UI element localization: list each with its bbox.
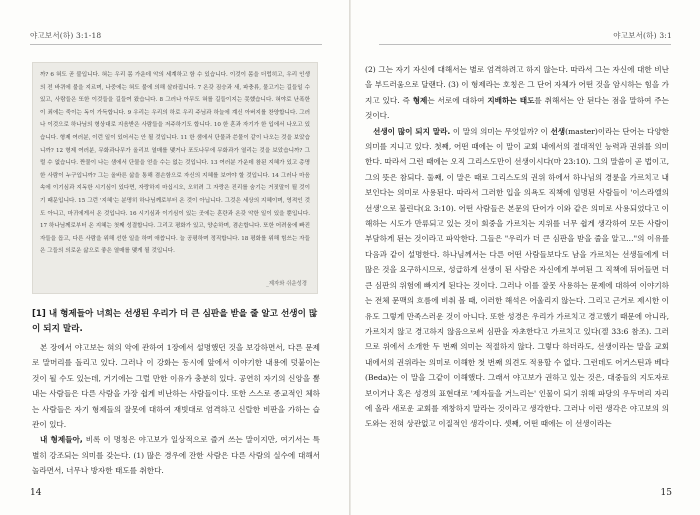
left-paragraph-2 xyxy=(32,432,320,478)
verse-section-heading: [1] 내 형제들아 너희는 선생된 우리가 더 큰 심판을 받을 줄 알고 선생이 많이 되지 말라. xyxy=(32,309,318,334)
left-paragraph-1: 본 장에서 야고보는 혀의 악에 관하여 1장에서 설명했던 것을 보강하면서, 다른 문제로 말머리를 돌리고 있다. 그러나 이 강화는 동시에 앞에서 이야기한 내용에 덧붙이는 것이 될 수도 있는데, 거기에는 그럴 만한 이유가 충분히 있다. 공연히 자기의 신앙을 뽐내는 사람들은 다른 사람을 가장 쉽게 비난하는 사람들이다. 또한 스스로 종교적인 체하는 사람들은 자기 형제들의 잘못에 대하여 재빗대로 엄격하고 신랄한 비판을 가하는 습관이 있다. xyxy=(32,343,320,430)
right-p2-text-a: 이 말의 의미는 무엇일까? 이 xyxy=(450,126,551,136)
right-header-rule xyxy=(379,44,671,45)
right-paragraph-2 xyxy=(365,124,669,432)
left-page xyxy=(0,0,349,515)
right-p2-lead: 선생이 많이 되지 말라. xyxy=(373,126,451,136)
right-page-number: 15 xyxy=(660,488,672,498)
left-running-head: 야고보서(하) 3:1-18 xyxy=(30,31,102,40)
scripture-quote-source: _제자와 쉬운성경 xyxy=(266,281,307,287)
left-paragraph-2-rest: 비록 이 명칭은 야고보가 일상적으로 즐겨 쓰는 말이지만, 여기서는 특별히 강조되는 의미를 갖는다. (1) 많은 경우에 잔한 사람은 다른 사람의 실수에 대해서 놀라면서, 너무나 방자한 태도를 취한다. xyxy=(32,435,320,476)
left-paragraph-2-lead: 내 형제들아, xyxy=(40,435,83,445)
right-p1-strong: 형제 xyxy=(412,95,428,105)
right-p1-strong-2: 지배하는 태도 xyxy=(487,95,535,105)
right-p2-text-b: (master)이라는 단어는 다양한 의미를 지니고 있다. 첫째, 어떤 때에는 이 말이 교회 내에서의 절대적인 능력과 권위를 의미한다. 따라서 그런 때에는 오직 그리스도만이 선생이시다(마 23:10). 그의 말씀이 곧 법이고, 그의 뜻은 참되다. 둘째, 이 말은 때로 그리스도의 권위 하에서 하나님의 경륜을 가르치고 내보인다는 의미로 사용된다. 따라서 그러한 입을 의욕도 직책에 임명된 사람들이 '이스라엘의 선생'으로 불린다(요 3:10). 어떤 사람들은 본문의 단어가 이와 같은 의미로 사용되었다고 이해하는 시도가 만류되고 있는 것이 회중을 가르치는 지위를 너무 쉽게 생각하여 모든 사람이 부담하게 된는 것이라고 파악한다. 그들은 "우리가 더 큰 심판을 받을 줄을 알고…"의 이유를 다음과 같이 설명한다. 하나님께서는 다른 어떤 사람들보다도 남을 가르치는 선생들에게 더 많은 것을 요구하시므로, 성급하게 선생이 된 사람은 자신에게 부여된 그 직책에 뒤어들면 더 큰 심판의 위험에 빠지게 된다는 것이다. 그러나 이를 잘못 사용하는 문제에 대하여 이야기하는 전체 문맥의 흐름에 비춰 볼 때, 이러한 해석은 어울리지 않는다. 그리고 근거로 제시한 이유도 그렇게 만족스러운 것이 아니다. 또한 성경은 우리가 가르치고 경고했기 때문에 아니라, 가르치지 않고 경고하지 않음으로써 심판을 자초한다고 가르치고 있다(겔 33:6 참조). 그러므로 위에서 소개한 두 번째 의미는 적절하지 않다. 그렇다 하더라도, 선생이라는 말을 교회 내에서의 권위라는 의미로 이해한 첫 번째 의견도 적용할 수 없다. 그런데도 어거스틴과 베다(Beda)는 이 말을 그같이 이해했다. 그래서 야고보가 권하고 있는 것은, 대중들의 지도자로 보이거나 혹은 성경의 표현대로 '제자들을 거느리는' 인물이 되기 위해 파당의 우두머리 자리에 올라 새로운 교회를 재창하지 말라는 것이라고 생각한다. 그러나 이런 생각은 야고보의 의도와는 전혀 상관없고 이질적인 생각이다. 셋째, 어떤 때에는 이 선생이라는 xyxy=(365,126,669,429)
left-body-text xyxy=(32,340,320,479)
right-p2-strong: 선생 xyxy=(550,126,566,136)
left-header-rule xyxy=(30,44,322,45)
scripture-quote-box xyxy=(32,62,318,294)
scripture-quote-text: 까? 6 혀도 곧 불입니다. 혀는 우리 몸 가운데 악의 세계하고 함 수 있습니다. 이것이 몸을 더럽히고, 우리 인생의 전 바퀴에 불을 지르며, 나중에는 혀도 불에 의해 살라집니다. 7 온갖 짐승과 새, 파충류, 물고기는 길들일 수 있고, 사람들은 또한 이것들을 길들여 왔습니다. 8 그러나 아무도 혀를 길들이지는 못했습니다. 혀야로 난폭한 이 죄에는 죽이는 독이 가득합니다. 9 우리는 우리의 하로 우리 주님과 하늘에 계신 아버지를 찬양합니다. 그러나 이것으로 하나님의 형상대로 지음받은 사람들을 저주하기도 합니다. 10 한 혼과 자기가 한 입에서 나오고 있습니다. 형제 여러분, 이런 일이 있어서는 안 될 것입니다. 11 한 샘에서 단물과 쓴물이 같이 나오는 것을 보았습니까? 12 형제 여러분, 무화과나무가 올리브 열매를 맺거나 포도나무에 무화과가 열리는 것을 보았습니까? 그럴 수 없습니다. 짠물이 나는 샘에서 단물을 얻을 수는 없는 것입니다. 13 여러분 가운데 참된 지혜가 있고 총명한 사람이 누구입니까? 그는 올바른 삶을 통해 겸손함으로 자신의 지혜를 보여야 할 것입니다. 14 그러나 마음 속에 이기심과 지독한 시기심이 있다면, 자랑하지 마십시오, 오히려 그 자랑은 진리를 숨기는 거짓말이 될 것이기 때문입니다. 15 그런 '지혜'는 분명히 하나님께로부터 온 것이 아닙니다. 그것은 세상의 지혜이며, 영적인 것도 아니고, 마귀에게서 온 것입니다. 16 시기심과 이기심이 있는 곳에는 혼란과 온갖 악한 일이 있을 뿐입니다. 17 하나님께로부터 온 지혜는 첫째 성결합니다. 그리고 평화가 있고, 양순하며, 겸손합니다. 또한 어려움에 빠진 자들을 돕고, 다른 사람을 위해 선한 일을 하며 애씁니다. 늘 공평하며 정직합니다. 18 평화를 위해 힘쓰는 자들은 그들의 의로운 삶으로 좋은 열매를 맺게 될 것입니다. xyxy=(40,72,311,255)
left-page-number: 14 xyxy=(30,488,42,498)
right-p1-text-a: (2) 그는 자기 자신에 대해서는 별로 엄격하려고 하지 않는다. 따라서 그는 자신에 대한 비난을 부드러움으로 달랜다. (3) 이 형제라는 호칭은 그 단어 자체가 어떤 것을 암시하는 힘을 가지고 있다. 즉 xyxy=(365,65,669,105)
right-page xyxy=(351,0,700,515)
right-body-text xyxy=(365,62,669,432)
right-paragraph-1 xyxy=(365,62,669,124)
right-running-head: 야고보서(하) 3:1 xyxy=(613,31,672,40)
right-p1-text-b: 는 서로에 대하여 xyxy=(427,95,488,105)
right-p1-text-c: 를 취해서는 안 된다는 점을 말하여 주는 것이다. xyxy=(365,95,669,121)
